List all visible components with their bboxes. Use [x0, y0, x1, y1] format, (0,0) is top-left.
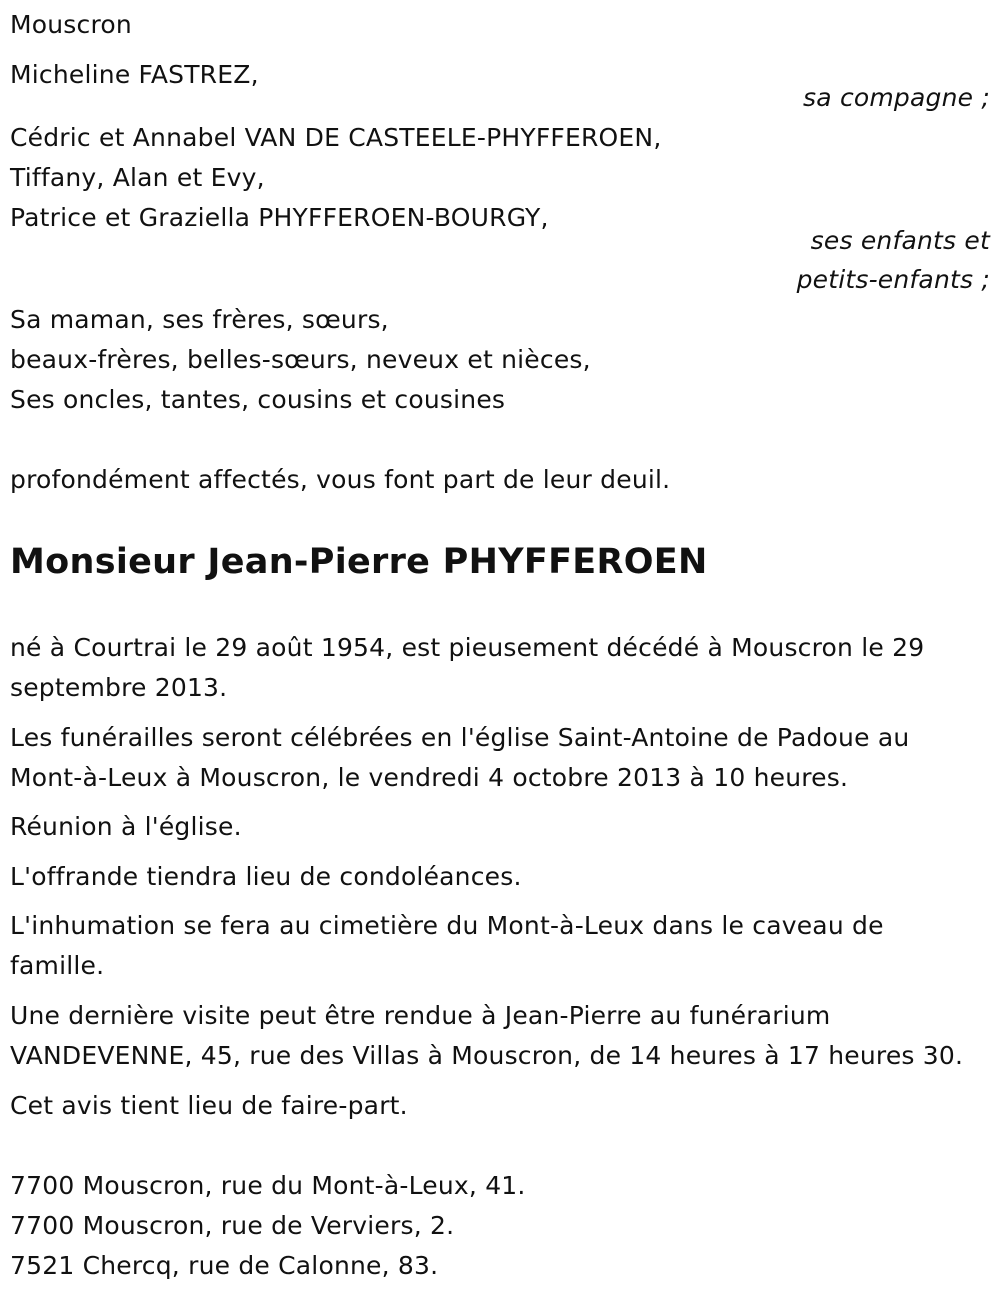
detail-line: Cet avis tient lieu de faire-part. [10, 1091, 408, 1120]
detail-line: Réunion à l'église. [10, 812, 242, 841]
address-line: 7700 Mouscron, rue de Verviers, 2. [10, 1211, 455, 1240]
child-line: Patrice et Graziella PHYFFEROEN-BOURGY, [10, 203, 549, 232]
relatives-line: Sa maman, ses frères, sœurs, [10, 305, 389, 334]
detail-line: septembre 2013. [10, 673, 228, 702]
detail-line: Mont-à-Leux à Mouscron, le vendredi 4 octobre 2013 à 10 heures. [10, 763, 849, 792]
announcement-text: profondément affectés, vous font part de leur deuil. [10, 465, 671, 494]
detail-line: Les funérailles seront célébrées en l'église Saint-Antoine de Padoue au [10, 723, 910, 752]
detail-line: VANDEVENNE, 45, rue des Villas à Mouscron, de 14 heures à 17 heures 30. [10, 1041, 964, 1070]
detail-line: L'offrande tiendra lieu de condoléances. [10, 862, 522, 891]
relatives-line: beaux-frères, belles-sœurs, neveux et nièces, [10, 345, 591, 374]
detail-line: Une dernière visite peut être rendue à Jean-Pierre au funérarium [10, 1001, 831, 1030]
children-role: petits-enfants ; [796, 265, 990, 294]
detail-line: famille. [10, 951, 105, 980]
deceased-name: Monsieur Jean-Pierre PHYFFEROEN [10, 542, 708, 582]
detail-line: L'inhumation se fera au cimetière du Mont-à-Leux dans le caveau de [10, 911, 884, 940]
companion-role: sa compagne ; [803, 83, 990, 112]
child-line: Tiffany, Alan et Evy, [10, 163, 265, 192]
companion-name: Micheline FASTREZ, [10, 60, 259, 89]
detail-line: né à Courtrai le 29 août 1954, est pieusement décédé à Mouscron le 29 [10, 633, 925, 662]
address-line: 7521 Chercq, rue de Calonne, 83. [10, 1251, 439, 1280]
children-role: ses enfants et [810, 226, 990, 255]
child-line: Cédric et Annabel VAN DE CASTEELE-PHYFFEROEN, [10, 123, 662, 152]
relatives-line: Ses oncles, tantes, cousins et cousines [10, 385, 506, 414]
place-heading: Mouscron [10, 10, 132, 39]
address-line: 7700 Mouscron, rue du Mont-à-Leux, 41. [10, 1171, 526, 1200]
